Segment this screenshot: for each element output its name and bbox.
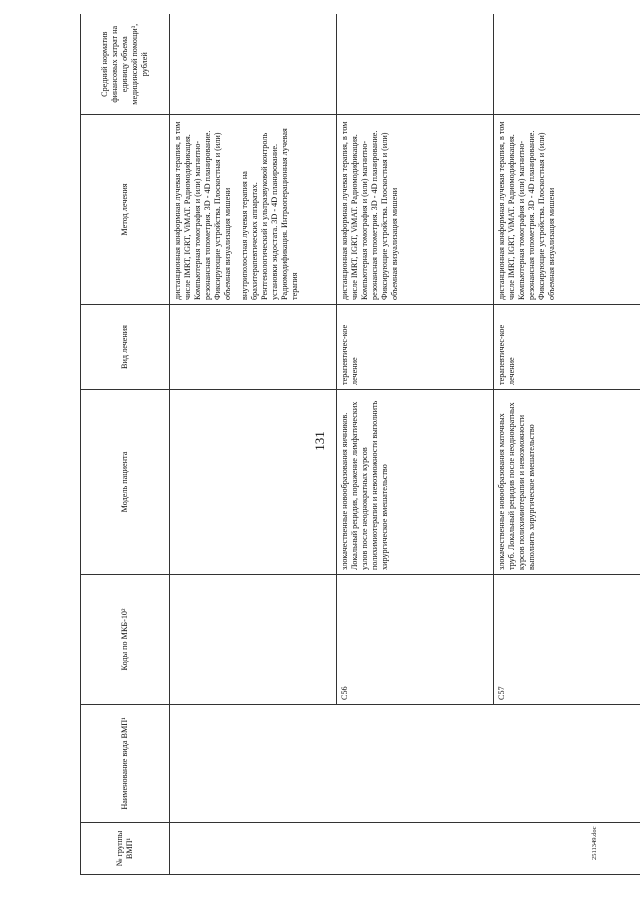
header-treatment-method: Метод лечения <box>81 115 170 305</box>
cell-mkb-code <box>170 575 337 705</box>
cell-patient-model: злокачественные новообразования яичников. Локальный рецидив, поражение лимфатических узлов после неоднократных курсов полихимиотерапии и невозможности выполнить хирургическое вмешательство <box>337 390 494 575</box>
cell-average-cost <box>337 15 494 115</box>
cell-average-cost <box>494 15 640 115</box>
cell-treatment-type <box>170 305 337 390</box>
cell-patient-model: злокачественные новообразования маточных труб. Локальный рецидив после неоднократных курсов полихимиотерапии и невозможности выполнить хирургическое вмешательство <box>494 390 640 575</box>
table-body <box>170 15 640 875</box>
header-group-number: № группы ВМП¹ <box>81 823 170 875</box>
cell-group-number <box>337 823 494 875</box>
cell-vmp-name <box>170 705 337 823</box>
treatment-table <box>80 15 640 876</box>
cell-patient-model <box>170 390 337 575</box>
cell-treatment-method <box>494 115 640 305</box>
header-mkb-codes: Коды по МКБ-10² <box>81 575 170 705</box>
method-paragraph: внутриполостная лучевая терапия на брахитерапевтических аппаратах. Рентгенологический и ультразвуковой контроль установки эндостата. 3D - 4D планирование. Радиомодификация. Интраоперационная лучевая терапия <box>240 128 299 300</box>
cell-mkb-code: C57 <box>494 575 640 705</box>
page-number: 131 <box>312 431 327 451</box>
footer-doc-code: 2511349.doc <box>591 826 598 860</box>
method-paragraph: дистанционная конформная лучевая терапия, в том числе IMRT, IGRT, ViMAT. Радиомодификация. Компьютерная томография и (или) магнитно-резонансная топометрия. 3D - 4D планирование. Фиксирующие устройства. Плоскостная и (или) объемная визуализация мишени <box>497 121 556 300</box>
header-treatment-type: Вид лечения <box>81 305 170 390</box>
table-row <box>170 15 337 875</box>
cell-mkb-code: C56 <box>337 575 494 705</box>
cell-treatment-type: терапевтичес-кое лечение <box>494 305 640 390</box>
table-row <box>337 15 494 875</box>
method-paragraph: дистанционная конформная лучевая терапия, в том числе IMRT, IGRT, ViMAT. Радиомодификация. Компьютерная томография и (или) магнитно-резонансная топометрия. 3D - 4D планирование. Фиксирующие устройства. Плоскостная и (или) объемная визуализация мишени <box>173 121 232 300</box>
cell-group-number <box>494 823 640 875</box>
table-row <box>494 15 640 875</box>
header-vmp-name: Наименование вида ВМП¹ <box>81 705 170 823</box>
header-average-cost: Средний норматив финансовых затрат на единицу объема медицинской помощи³, рублей <box>81 15 170 115</box>
table-header-row <box>81 15 170 875</box>
rotated-table-container <box>80 15 640 875</box>
cell-vmp-name <box>337 705 494 823</box>
method-paragraph: дистанционная конформная лучевая терапия, в том числе IMRT, IGRT, ViMAT. Радиомодификация. Компьютерная томография и (или) магнитно-резонансная топометрия. 3D - 4D планирование. Фиксирующие устройства. Плоскостная и (или) объемная визуализация мишени <box>340 121 399 300</box>
cell-treatment-method <box>337 115 494 305</box>
cell-treatment-method <box>170 115 337 305</box>
cell-vmp-name <box>494 705 640 823</box>
cell-treatment-type: терапевтичес-кое лечение <box>337 305 494 390</box>
cell-group-number <box>170 823 337 875</box>
cell-average-cost <box>170 15 337 115</box>
header-patient-model: Модель пациента <box>81 390 170 575</box>
